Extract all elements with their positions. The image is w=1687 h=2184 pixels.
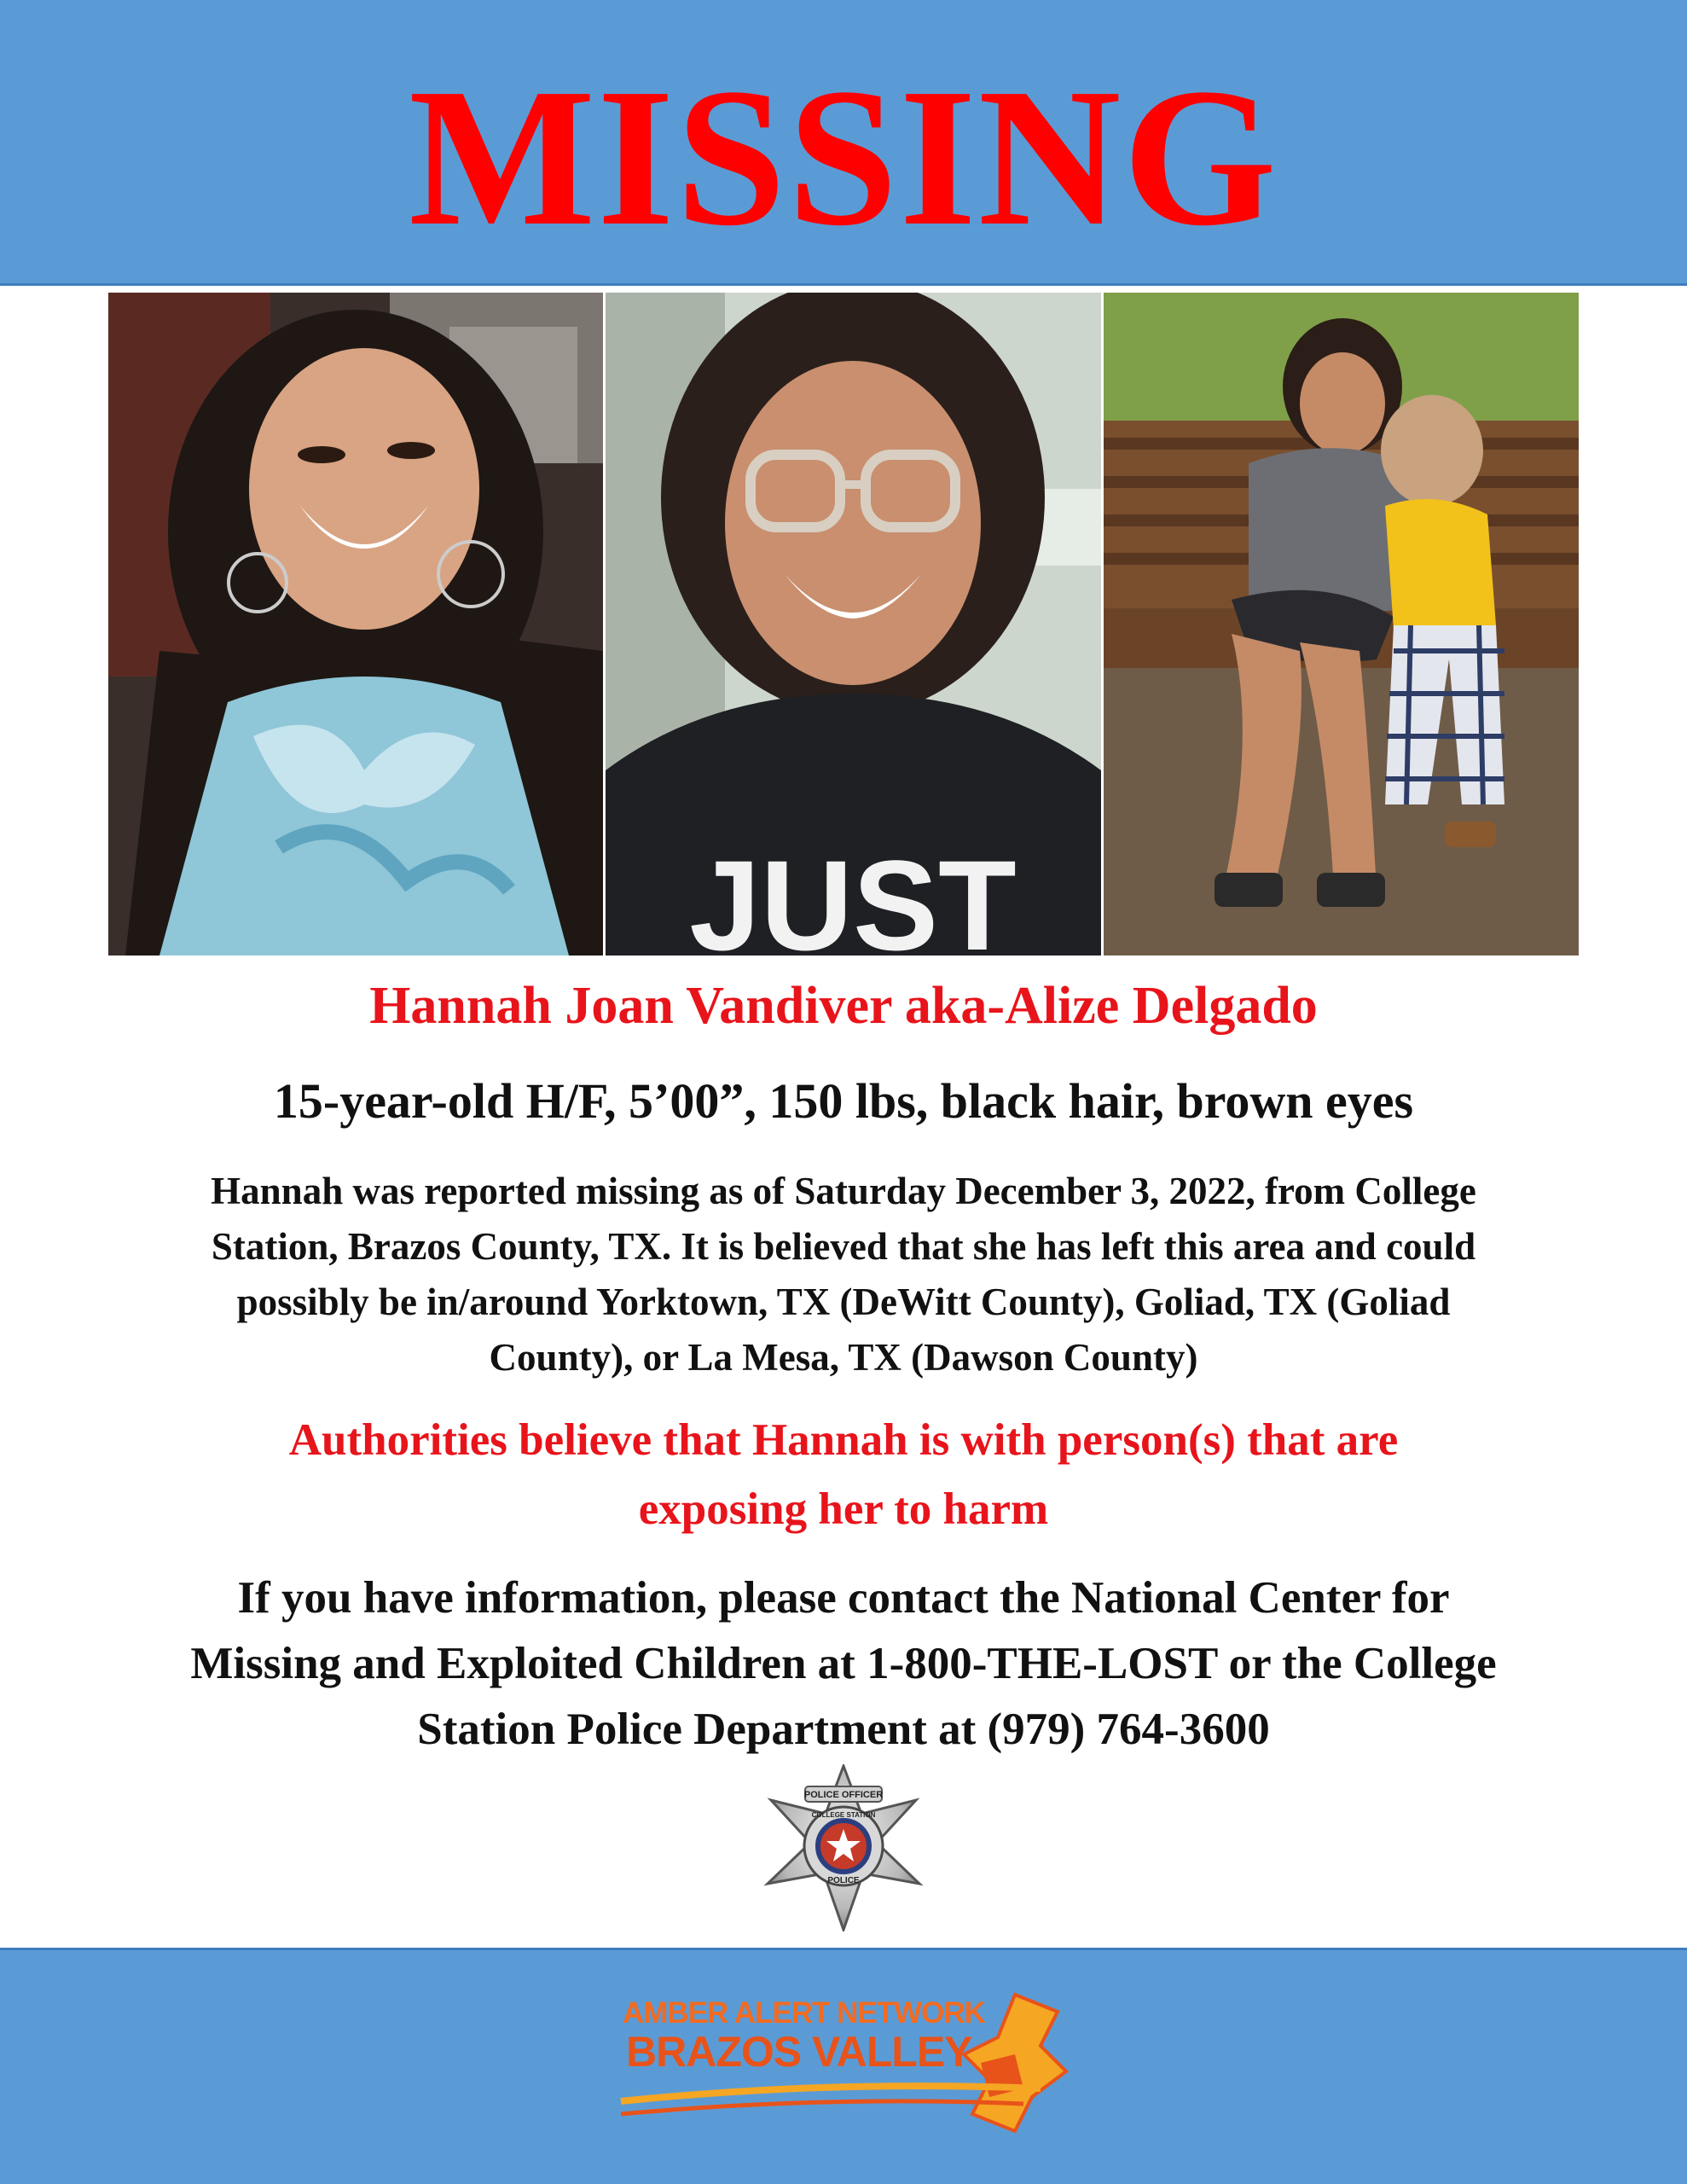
missing-title: MISSING	[409, 48, 1278, 267]
svg-text:POLICE OFFICER: POLICE OFFICER	[803, 1790, 884, 1800]
warning-paragraph	[128, 1406, 1559, 1544]
photo-selfie	[108, 293, 603, 956]
warning-line: exposing her to harm	[638, 1484, 1049, 1534]
photo-strip	[108, 293, 1579, 956]
photo-bench	[1104, 293, 1579, 956]
svg-text:COLLEGE STATION: COLLEGE STATION	[811, 1811, 876, 1819]
contact-line: If you have information, please contact the National Center for	[237, 1573, 1450, 1623]
missing-person-name: Hannah Joan Vandiver aka-Alize Delgado	[369, 977, 1318, 1035]
warning-line: Authorities believe that Hannah is with person(s) that are	[288, 1415, 1399, 1465]
svg-text:POLICE: POLICE	[827, 1876, 860, 1885]
details-paragraph	[94, 1164, 1593, 1385]
details-line: County), or La Mesa, TX (Dawson County)	[489, 1336, 1198, 1379]
police-badge-icon	[757, 1764, 930, 1931]
details-line: possibly be in/around Yorktown, TX (DeWitt County), Goliad, TX (Goliad	[236, 1281, 1451, 1323]
shirt-text: JUST	[689, 834, 1017, 956]
logo-line2: BRAZOS VALLEY	[626, 2028, 972, 2076]
details-line: Station, Brazos County, TX. It is believed that she has left this area and could	[211, 1225, 1476, 1268]
person-description: 15-year-old H/F, 5’00”, 150 lbs, black hair, brown eyes	[273, 1073, 1414, 1129]
details-line: Hannah was reported missing as of Saturday December 3, 2022, from College	[211, 1170, 1476, 1212]
contact-line: Missing and Exploited Children at 1-800-THE-LOST or the College	[190, 1639, 1497, 1688]
contact-paragraph	[102, 1565, 1585, 1763]
amber-alert-logo	[614, 1986, 1075, 2157]
contact-line: Station Police Department at (979) 764-3600	[417, 1705, 1270, 1754]
logo-line1: AMBER ALERT NETWORK	[623, 1996, 985, 2030]
photo-glasses	[606, 293, 1101, 956]
